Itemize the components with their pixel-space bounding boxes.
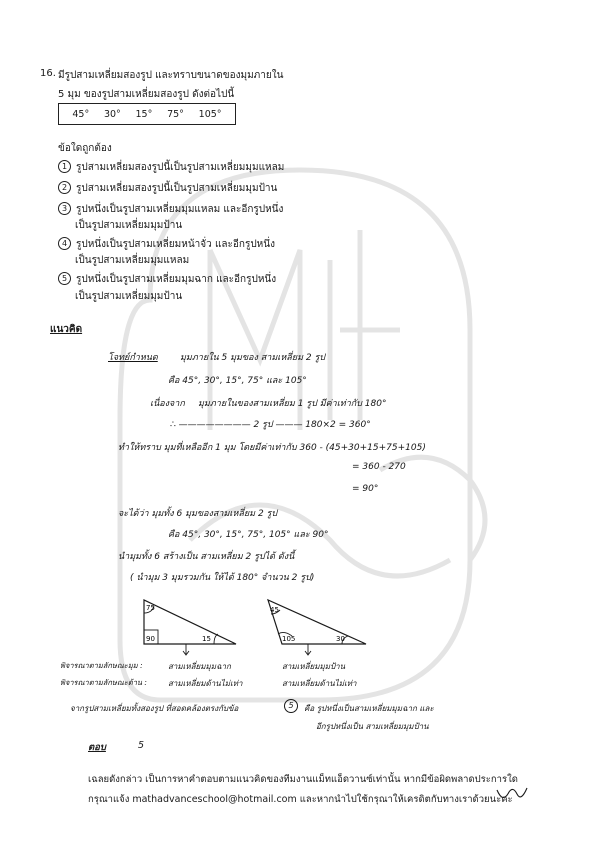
- answer-label: ตอบ: [88, 742, 106, 753]
- option-number: 5: [58, 272, 71, 285]
- tri1-type-side: สามเหลี่ยมด้านไม่เท่า: [168, 679, 243, 688]
- angle-value: 45°: [72, 108, 90, 120]
- label-by-angle: พิจารณาตามลักษณะมุม :: [60, 661, 143, 670]
- reason-text: มุมภายในของสามเหลี่ยม 1 รูป มีค่าเท่ากับ 180°: [198, 399, 387, 409]
- option-text-cont: เป็นรูปสามเหลี่ยมมุมป้าน: [75, 291, 183, 302]
- option-text: รูปหนึ่งเป็นรูปสามเหลี่ยมมุมฉาก และอีกรูปหนึ่ง: [76, 274, 277, 285]
- reason-label: เนื่องจาก: [150, 399, 185, 409]
- angle-value: 30°: [103, 108, 121, 120]
- angle-label: 75: [146, 604, 155, 612]
- right-triangle: [140, 596, 240, 658]
- tri2-type-side: สามเหลี่ยมด้านไม่เท่า: [282, 679, 357, 688]
- angle-label: 30: [336, 635, 345, 643]
- option-number: 3: [58, 202, 71, 215]
- final-text: จากรูปสามเหลี่ยมทั้งสองรูป ที่สอดคล้องตรงกับข้อ: [70, 704, 239, 713]
- angle-values-box: [58, 103, 236, 125]
- conclude-text: จะได้ว่า มุมทั้ง 6 มุมของสามเหลี่ยม 2 รูป: [118, 509, 278, 519]
- question-prompt: ข้อใดถูกต้อง: [58, 143, 112, 154]
- option-2[interactable]: [58, 181, 277, 196]
- angle-label: 105: [282, 635, 296, 643]
- option-3[interactable]: [58, 202, 283, 217]
- label-by-side: พิจารณาตามลักษณะด้าน :: [60, 678, 147, 687]
- option-5[interactable]: [58, 272, 276, 287]
- find-text: ทำให้ทราบ มุมที่เหลืออีก 1 มุม โดยมีค่าเท่ากับ 360 - (45+30+15+75+105): [118, 443, 426, 453]
- footer-note-2: กรุณาแจ้ง mathadvanceschool@hotmail.com และหากนำไปใช้กรุณาให้เครดิตกับทางเราด้วยนะคะ: [88, 794, 513, 805]
- signature-mark: [495, 784, 531, 806]
- question-text-line2: 5 มุม ของรูปสามเหลี่ยมสองรูป ดังต่อไปนี้: [58, 89, 235, 100]
- angle-value: 75°: [167, 108, 184, 120]
- footer-note-1: เฉลยดังกล่าว เป็นการหาคำตอบตามแนวคิดของทีมงานแม็ทแอ็ดวานซ์เท่านั้น หากมีข้อผิดพลาดประการใด: [88, 774, 518, 785]
- conclude-values: คือ 45°, 30°, 15°, 75°, 105° และ 90°: [168, 530, 329, 540]
- option-number: 1: [58, 160, 71, 173]
- answer-value: 5: [138, 740, 145, 751]
- angle-value: 15°: [135, 108, 153, 120]
- option-text: รูปสามเหลี่ยมสองรูปนี้เป็นรูปสามเหลี่ยมมุมแหลม: [76, 162, 285, 173]
- tri1-type-angle: สามเหลี่ยมมุมฉาก: [168, 662, 231, 671]
- angle-label: 15: [202, 635, 211, 643]
- note-text: ( นำมุม 3 มุมรวมกัน ให้ได้ 180° จำนวน 2 รูป): [130, 573, 315, 583]
- option-text: รูปหนึ่งเป็นรูปสามเหลี่ยมมุมแหลม และอีกรูปหนึ่ง: [76, 204, 284, 215]
- solution-heading: แนวคิด: [50, 324, 83, 335]
- option-text: รูปสามเหลี่ยมสองรูปนี้เป็นรูปสามเหลี่ยมมุมป้าน: [76, 183, 278, 194]
- calc-step-2: = 90°: [352, 484, 379, 494]
- given-text: มุมภายใน 5 มุมของ สามเหลี่ยม 2 รูป: [180, 353, 326, 363]
- angle-label: 45: [270, 606, 279, 614]
- option-text: รูปหนึ่งเป็นรูปสามเหลี่ยมหน้าจั่ว และอีกรูปหนึ่ง: [76, 239, 275, 250]
- build-text: นำมุมทั้ง 6 สร้างเป็น สามเหลี่ยม 2 รูปได้ ดังนี้: [118, 552, 295, 562]
- angle-value: 105°: [198, 108, 222, 120]
- final-desc-1: คือ รูปหนึ่งเป็นสามเหลี่ยมมุมฉาก และ: [304, 704, 434, 713]
- final-choice: 5: [284, 699, 298, 713]
- question-number: 16.: [40, 68, 56, 79]
- given-values: คือ 45°, 30°, 15°, 75° และ 105°: [168, 376, 307, 386]
- obtuse-triangle: [262, 596, 372, 658]
- therefore-text: ∴ ———————— 2 รูป ——— 180×2 = 360°: [170, 420, 371, 430]
- angle-label: 90: [146, 635, 155, 643]
- question-text-line1: มีรูปสามเหลี่ยมสองรูป และทราบขนาดของมุมภายใน: [58, 70, 284, 81]
- final-desc-2: อีกรูปหนึ่งเป็น สามเหลี่ยมมุมป้าน: [316, 722, 429, 731]
- option-number: 2: [58, 181, 71, 194]
- option-number: 4: [58, 237, 71, 250]
- given-label: โจทย์กำหนด: [108, 353, 158, 363]
- option-text-cont: เป็นรูปสามเหลี่ยมมุมแหลม: [75, 255, 190, 266]
- calc-step-1: = 360 - 270: [352, 462, 406, 472]
- option-1[interactable]: [58, 160, 284, 175]
- option-4[interactable]: [58, 237, 275, 252]
- option-text-cont: เป็นรูปสามเหลี่ยมมุมป้าน: [75, 220, 183, 231]
- tri2-type-angle: สามเหลี่ยมมุมป้าน: [282, 662, 346, 671]
